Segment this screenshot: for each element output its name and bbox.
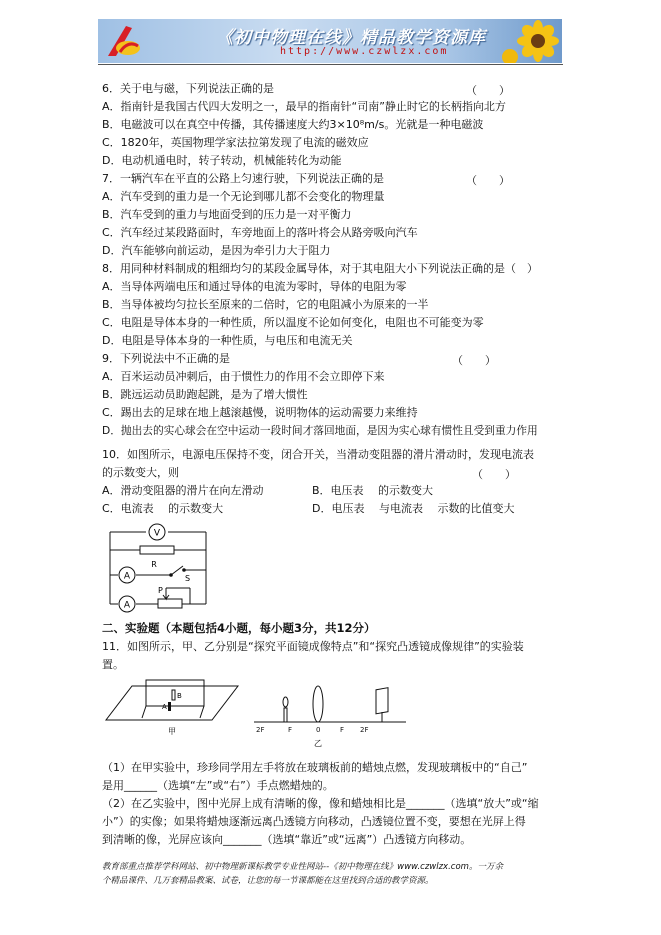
- ammeter-1-label: A: [123, 571, 131, 582]
- banner-url[interactable]: http://www.czwlzx.com: [280, 46, 449, 57]
- ammeter-2-label: A: [123, 600, 131, 611]
- sunflower-icon: [498, 19, 562, 63]
- switch-label: S: [185, 574, 191, 583]
- mark-a-label: A: [162, 703, 167, 711]
- q11-part2-line1: （2）在乙实验中，图中光屏上成有清晰的像，像和蜡烛相比是_______（选填“放大”或“缩: [102, 797, 539, 810]
- q7-option-c: C．汽车经过某段路面时，车旁地面上的落叶将会从路旁吸向汽车: [102, 226, 418, 239]
- mark-2f-left: 2F: [256, 726, 265, 734]
- q9-answer-blank: （ ）: [452, 354, 496, 367]
- q8-option-b: B．当导体被均匀拉长至原来的二倍时，它的电阻减小为原来的一半: [102, 298, 429, 311]
- light-screen-icon: [376, 688, 388, 714]
- section2-heading: 二、实验题（本题包括4小题，每小题3分，共12分）: [102, 621, 376, 635]
- q7-option-a: A．汽车受到的重力是一个无论到哪儿都不会变化的物理量: [102, 190, 385, 203]
- banner-title: 《初中物理在线》精品教学资源库: [216, 28, 486, 48]
- q8-option-d: D．电阻是导体本身的一种性质，与电压和电流无关: [102, 334, 353, 347]
- rheostat-icon: [158, 599, 182, 608]
- q6-answer-blank: （ ）: [466, 84, 510, 97]
- switch-icon: [169, 566, 186, 577]
- q7-option-b: B．汽车受到的重力与地面受到的压力是一对平衡力: [102, 208, 352, 221]
- mark-b-label: B: [177, 692, 182, 700]
- q11-part1-line2: 是用______（选填“左”或“右”）手点燃蜡烛的。: [102, 779, 334, 792]
- rheostat-label: P: [158, 586, 163, 595]
- candle-a-icon: [168, 702, 171, 711]
- circuit-diagram: [100, 520, 216, 614]
- q7-answer-blank: （ ）: [466, 174, 510, 187]
- header-banner: [98, 19, 562, 63]
- voltmeter-label: V: [153, 528, 161, 539]
- q6-option-a: A．指南针是我国古代四大发明之一，最早的指南针“司南”静止时它的长柄指向北方: [102, 100, 506, 113]
- q9-option-a: A．百米运动员冲刺后，由于惯性力的作用不会立即停下来: [102, 370, 385, 383]
- q11-part2-line3: 到清晰的像，光屏应该向_______（选填“靠近”或“远离”）凸透镜方向移动。: [102, 833, 472, 846]
- q10-option-a: A．滑动变阻器的滑片在向左滑动: [102, 484, 264, 497]
- q6-option-d: D．电动机通电时，转子转动，机械能转化为动能: [102, 154, 342, 167]
- q10-option-d: D．电压表 与电流表 示数的比值变大: [312, 502, 515, 515]
- q9-option-d: D．抛出去的实心球会在空中运动一段时间才落回地面，是因为实心球有惯性且受到重力作用: [102, 424, 538, 437]
- header-rule: [98, 64, 563, 65]
- q11-part2-line2: 小”）的实像；如果将蜡烛逐渐远离凸透镜方向移动，凸透镜位置不变，要想在光屏上得: [102, 815, 526, 828]
- figure-plane-mirror: [102, 676, 242, 736]
- footer-line2: 个精品课件、几万套精品教案、试卷，让您的每一节课都能在这里找到合适的教学资源。: [102, 876, 434, 886]
- q10-stem-line1: 10．如图所示，电源电压保持不变，闭合开关，当滑动变阻器的滑片滑动时，发现电流表: [102, 448, 534, 461]
- footer-line1: 教育部重点推荐学科网站、初中物理新课标教学专业性网站--《初中物理在线》www.czwlzx.com。一万余: [102, 862, 503, 872]
- convex-lens-icon: [313, 686, 323, 722]
- mark-f-right: F: [340, 726, 345, 734]
- yi-caption: 乙: [314, 739, 322, 748]
- resistor-label: R: [151, 560, 157, 569]
- q8-stem: 8．用同种材料制成的粗细均匀的某段金属导体，对于其电阻大小下列说法正确的是（ ）: [102, 262, 538, 275]
- resistor-icon: [140, 546, 174, 554]
- q6-option-c: C．1820年，英国物理学家法拉第发现了电流的磁效应: [102, 136, 369, 149]
- q9-option-c: C．踢出去的足球在地上越滚越慢，说明物体的运动需要力来维持: [102, 406, 418, 419]
- jia-caption: 甲: [168, 727, 176, 736]
- q8-option-a: A．当导体两端电压和通过导体的电流为零时，导体的电阻为零: [102, 280, 407, 293]
- slider-arrow-icon: [163, 592, 169, 599]
- q8-option-c: C．电阻是导体本身的一种性质，所以温度不论如何变化，电阻也不可能变为零: [102, 316, 484, 329]
- mark-2f-right: 2F: [360, 726, 369, 734]
- mark-origin: 0: [316, 726, 321, 734]
- mark-f-left: F: [288, 726, 293, 734]
- site-logo-icon: [102, 22, 142, 60]
- candle-b-icon: [172, 690, 175, 700]
- q6-stem: 6．关于电与磁，下列说法正确的是: [102, 82, 274, 95]
- q11-stem-line1: 11．如图所示，甲、乙分别是“探究平面镜成像特点”和“探究凸透镜成像规律”的实验装: [102, 640, 524, 653]
- q7-stem: 7．一辆汽车在平直的公路上匀速行驶，下列说法正确的是: [102, 172, 384, 185]
- figure-convex-lens: [250, 678, 410, 748]
- q6-option-b: B．电磁波可以在真空中传播，其传播速度大约3×10⁸m/s。光就是一种电磁波: [102, 118, 484, 131]
- q10-answer-blank: （ ）: [472, 468, 516, 481]
- q10-option-c: C．电流表 的示数变大: [102, 502, 224, 515]
- q9-stem: 9．下列说法中不正确的是: [102, 352, 230, 365]
- q9-option-b: B．跳远运动员助跑起跳，是为了增大惯性: [102, 388, 308, 401]
- q10-stem-line2: 的示数变大，则: [102, 466, 179, 479]
- q11-part1-line1: （1）在甲实验中，珍珍同学用左手将放在玻璃板前的蜡烛点燃，发现玻璃板中的“自己”: [102, 761, 528, 774]
- q7-option-d: D．汽车能够向前运动，是因为牵引力大于阻力: [102, 244, 331, 257]
- candle-icon: [283, 697, 288, 722]
- q11-stem-line2: 置。: [102, 658, 124, 671]
- q10-option-b: B．电压表 的示数变大: [312, 484, 434, 497]
